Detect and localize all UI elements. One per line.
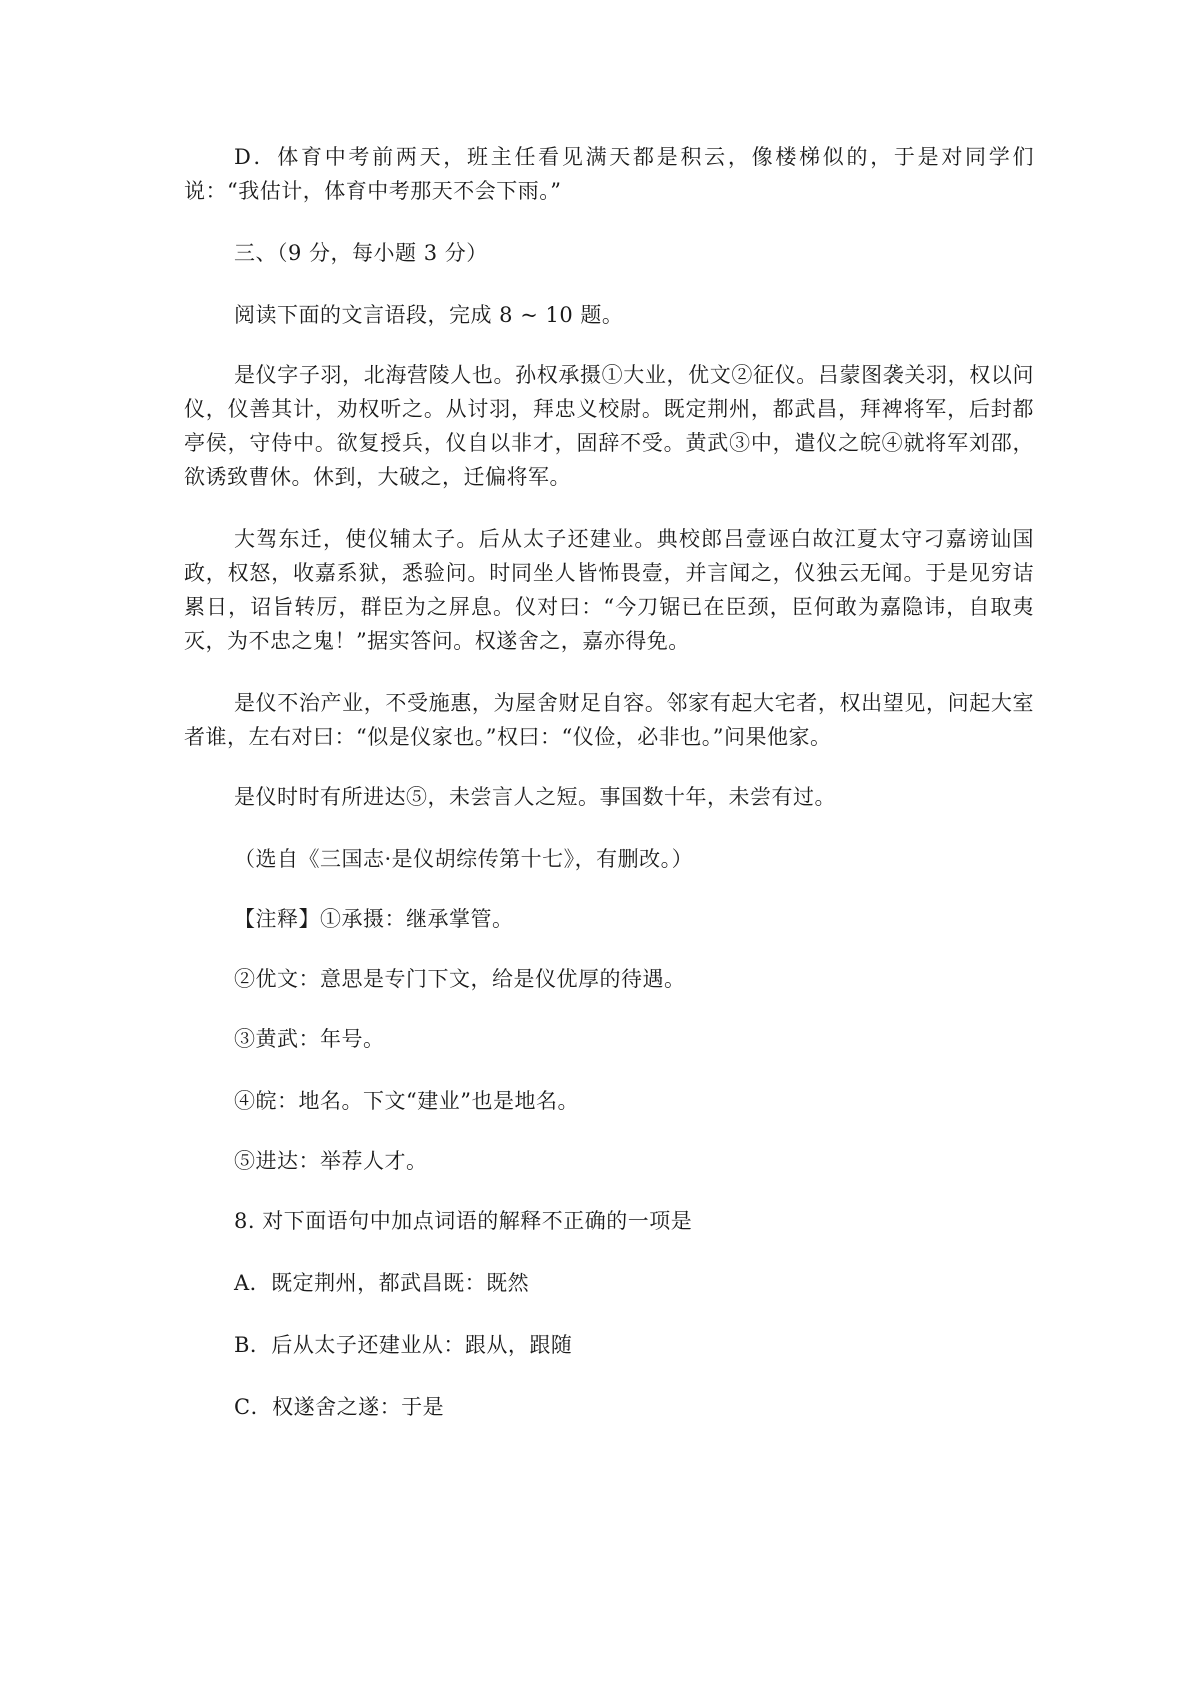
note-5: ⑤进达：举荐人才。 [234,1149,428,1173]
classical-text-paragraph-3: 是仪不治产业，不受施惠，为屋舍财足自容。邻家有起大宅者，权出望见，问起大室者谁，左右对曰：“似是仪家也。”权曰：“仪俭，必非也。”问果他家。 [184,691,1034,749]
source-citation: （选自《三国志·是仪胡综传第十七》，有删改。） [234,847,694,871]
question-8: 8. 对下面语句中加点词语的解释不正确的一项是 [234,1209,693,1233]
classical-text-paragraph-1: 是仪字子羽，北海营陵人也。孙权承摄①大业，优文②征仪。吕蒙图袭关羽，权以问仪，仪善其计，劝权听之。从讨羽，拜忠义校尉。既定荆州，都武昌，拜裨将军，后封都亭侯，守侍中。欲复授兵，仪自以非才，固辞不受。黄武③中，遣仪之皖④就将军刘邵，欲诱致曹休。休到，大破之，迁偏将军。 [184,363,1034,489]
note-3: ③黄武：年号。 [234,1027,385,1051]
question-8-option-c: C．权遂舍之遂：于是 [234,1395,445,1419]
note-4: ④皖：地名。下文“建业”也是地名。 [234,1089,579,1113]
note-2: ②优文：意思是专门下文，给是仪优厚的待遇。 [234,967,686,991]
option-d-paragraph: D．体育中考前两天，班主任看见满天都是积云，像楼梯似的，于是对同学们说：“我估计，体育中考那天不会下雨。” [184,145,1034,203]
classical-text-paragraph-4: 是仪时时有所进达⑤，未尝言人之短。事国数十年，未尝有过。 [234,785,836,809]
question-8-option-b: B．后从太子还建业从：跟从，跟随 [234,1333,573,1357]
reading-instruction: 阅读下面的文言语段，完成 8 ~ 10 题。 [234,303,624,327]
question-8-option-a: A．既定荆州，都武昌既：既然 [234,1271,530,1295]
section-three-heading: 三、（9 分，每小题 3 分） [234,241,488,265]
note-1: 【注释】①承摄：继承掌管。 [234,907,514,931]
classical-text-paragraph-2: 大驾东迁，使仪辅太子。后从太子还建业。典校郎吕壹诬白故江夏太守刁嘉谤讪国政，权怒，收嘉系狱，悉验问。时同坐人皆怖畏壹，并言闻之，仪独云无闻。于是见穷诘累日，诏旨转厉，群臣为之屏息。仪对曰：“今刀锯已在臣颈，臣何敢为嘉隐讳，自取夷灭，为不忠之鬼！”据实答问。权遂舍之，嘉亦得免。 [184,527,1034,653]
